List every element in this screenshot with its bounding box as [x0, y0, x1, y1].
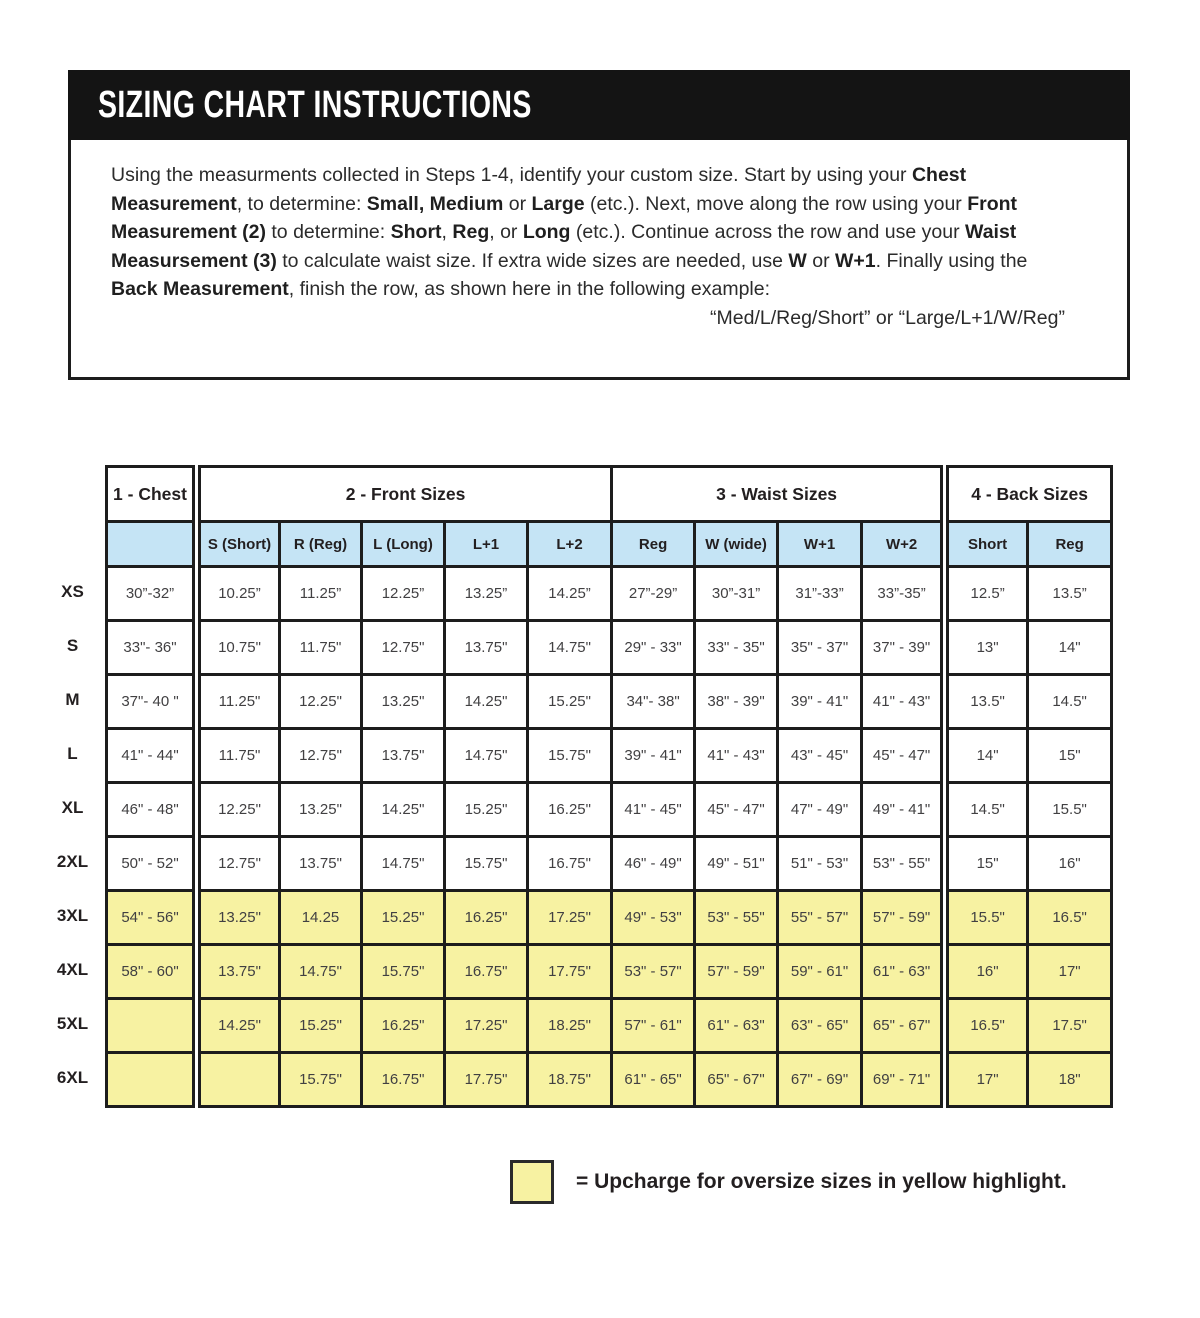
sizing-table — [105, 465, 1113, 1108]
table-cell: 61" - 65" — [612, 1053, 695, 1107]
table-row — [107, 945, 1112, 999]
instruction-bold-segment: Chest Measurement — [111, 164, 967, 215]
column-group-header: 2 - Front Sizes — [197, 467, 612, 522]
table-cell: 14.25" — [362, 783, 445, 837]
table-cell: 12.5” — [945, 567, 1028, 621]
table-cell: 61" - 63" — [695, 999, 778, 1053]
table-cell: 15.75" — [362, 945, 445, 999]
table-cell: 15.5" — [945, 891, 1028, 945]
table-cell: 13.25" — [362, 675, 445, 729]
sizing-table-section — [40, 465, 1200, 1108]
table-row — [107, 729, 1112, 783]
instruction-bold-segment: Short — [390, 221, 442, 243]
instruction-segment: (etc.). Next, move along the row using your — [584, 192, 968, 215]
table-cell: 65" - 67" — [695, 1053, 778, 1107]
table-cell: 51" - 53" — [778, 837, 862, 891]
table-cell: 54" - 56" — [107, 891, 197, 945]
table-cell: 46" - 49" — [612, 837, 695, 891]
table-cell: 14.75" — [280, 945, 362, 999]
instruction-bold-segment: Waist Measursement (3) — [111, 221, 1017, 272]
instruction-bold-segment: Large — [531, 192, 585, 215]
table-cell — [197, 1053, 280, 1107]
instruction-bold-segment: Small, Medium — [366, 192, 504, 215]
table-cell: 10.25” — [197, 567, 280, 621]
table-cell: 14.25" — [445, 675, 528, 729]
table-row — [107, 675, 1112, 729]
table-cell: 57" - 59" — [862, 891, 945, 945]
table-cell: 41" - 44" — [107, 729, 197, 783]
table-cell: 18.25" — [528, 999, 612, 1053]
table-cell: 33" - 35" — [695, 621, 778, 675]
instruction-segment: to determine: — [265, 221, 391, 243]
table-cell: 50" - 52" — [107, 837, 197, 891]
legend — [510, 1160, 1200, 1204]
size-label: S — [66, 636, 79, 655]
table-cell: 13.75" — [445, 621, 528, 675]
table-cell: 15.5" — [1028, 783, 1112, 837]
column-header: W+1 — [778, 522, 862, 567]
column-header: R (Reg) — [280, 522, 362, 567]
table-cell: 39" - 41" — [612, 729, 695, 783]
column-header: Reg — [612, 522, 695, 567]
table-cell: 27”-29” — [612, 567, 695, 621]
table-cell: 47" - 49" — [778, 783, 862, 837]
instruction-bold-segment: Back Measurement — [111, 278, 289, 300]
table-cell: 53" - 55" — [695, 891, 778, 945]
table-cell: 31”-33” — [778, 567, 862, 621]
instruction-segment: or — [503, 192, 532, 215]
table-cell: 61" - 63" — [862, 945, 945, 999]
size-labels-column — [40, 465, 105, 1108]
table-cell: 45" - 47" — [695, 783, 778, 837]
table-cell: 15.25" — [445, 783, 528, 837]
table-cell: 63" - 65" — [778, 999, 862, 1053]
table-cell: 16.25" — [362, 999, 445, 1053]
instruction-segment: to calculate waist size. If extra wide sizes are needed, use — [276, 249, 789, 272]
table-cell: 59" - 61" — [778, 945, 862, 999]
table-cell: 17.75" — [528, 945, 612, 999]
table-cell: 69" - 71" — [862, 1053, 945, 1107]
table-cell: 37"- 40 " — [107, 675, 197, 729]
instruction-segment: , to determine: — [236, 192, 367, 215]
table-cell: 11.25" — [197, 675, 280, 729]
table-row — [107, 999, 1112, 1053]
table-cell: 17" — [945, 1053, 1028, 1107]
table-cell: 53" - 55" — [862, 837, 945, 891]
legend-text: = Upcharge for oversize sizes in yellow highlight. — [576, 1170, 1067, 1193]
column-header: L+1 — [445, 522, 528, 567]
table-cell: 18.75" — [528, 1053, 612, 1107]
table-row — [107, 1053, 1112, 1107]
table-cell: 13.75" — [362, 729, 445, 783]
table-cell: 13.75" — [280, 837, 362, 891]
table-cell: 10.75" — [197, 621, 280, 675]
table-cell: 12.25” — [362, 567, 445, 621]
table-cell: 12.25" — [280, 675, 362, 729]
table-cell: 14.25” — [528, 567, 612, 621]
table-cell: 15.25" — [528, 675, 612, 729]
size-label: L — [67, 744, 78, 763]
column-header — [107, 522, 197, 567]
instructions-text — [111, 161, 1077, 304]
table-cell: 41" - 43" — [695, 729, 778, 783]
column-group-header: 3 - Waist Sizes — [612, 467, 945, 522]
instruction-segment: . Finally using the — [875, 249, 1028, 272]
table-cell: 33”-35” — [862, 567, 945, 621]
table-cell: 12.75" — [280, 729, 362, 783]
size-label: 5XL — [56, 1014, 89, 1033]
column-header: S (Short) — [197, 522, 280, 567]
size-label: XL — [61, 798, 84, 817]
table-cell: 13.25” — [445, 567, 528, 621]
table-cell: 14.75" — [528, 621, 612, 675]
table-cell: 14" — [945, 729, 1028, 783]
table-cell: 11.75" — [280, 621, 362, 675]
table-group-header-row — [107, 467, 1112, 522]
size-label: 4XL — [56, 960, 89, 979]
table-cell: 46" - 48" — [107, 783, 197, 837]
table-cell: 14.75" — [362, 837, 445, 891]
table-cell: 30”-32” — [107, 567, 197, 621]
column-header: L (Long) — [362, 522, 445, 567]
table-cell: 13.25" — [280, 783, 362, 837]
table-cell: 58" - 60" — [107, 945, 197, 999]
instruction-segment: , finish the row, as shown here in the following example: — [288, 278, 771, 300]
table-cell: 15.25" — [362, 891, 445, 945]
table-cell: 49" - 53" — [612, 891, 695, 945]
table-cell: 49" - 41" — [862, 783, 945, 837]
table-cell: 67" - 69" — [778, 1053, 862, 1107]
yellow-highlight-swatch — [510, 1160, 554, 1204]
table-row — [107, 837, 1112, 891]
table-cell: 13.5” — [1028, 567, 1112, 621]
table-cell: 16" — [1028, 837, 1112, 891]
table-cell: 13.5" — [945, 675, 1028, 729]
table-cell: 55" - 57" — [778, 891, 862, 945]
table-cell: 17.25" — [445, 999, 528, 1053]
instruction-segment: Using the measurments collected in Steps 1-4, identify your custom size. Start by using your — [111, 164, 912, 186]
table-cell: 16.25" — [445, 891, 528, 945]
table-cell: 16.5" — [1028, 891, 1112, 945]
table-cell: 14" — [1028, 621, 1112, 675]
column-header: Reg — [1028, 522, 1112, 567]
title-banner — [68, 70, 1130, 140]
table-cell: 12.75" — [362, 621, 445, 675]
table-cell: 16.5" — [945, 999, 1028, 1053]
instruction-bold-segment: W+1 — [835, 249, 876, 272]
table-cell: 41" - 45" — [612, 783, 695, 837]
example-text: “Med/L/Reg/Short” or “Large/L+1/W/Reg” — [710, 306, 1065, 329]
table-cell: 33"- 36" — [107, 621, 197, 675]
size-label: M — [65, 690, 80, 709]
table-cell: 41" - 43" — [862, 675, 945, 729]
table-cell: 11.75" — [197, 729, 280, 783]
labels-header-spacer — [40, 465, 105, 565]
table-cell: 12.75" — [197, 837, 280, 891]
table-cell: 15.75" — [445, 837, 528, 891]
instruction-bold-segment: Long — [522, 221, 571, 243]
table-cell: 16.75" — [362, 1053, 445, 1107]
table-column-header-row — [107, 522, 1112, 567]
column-group-header: 4 - Back Sizes — [945, 467, 1112, 522]
table-row — [107, 891, 1112, 945]
table-cell: 57" - 59" — [695, 945, 778, 999]
table-cell — [107, 999, 197, 1053]
table-cell: 29" - 33" — [612, 621, 695, 675]
page-title: SIZING CHART INSTRUCTIONS — [98, 83, 532, 126]
instruction-bold-segment: W — [788, 249, 807, 272]
table-cell: 35" - 37" — [778, 621, 862, 675]
table-cell: 13" — [945, 621, 1028, 675]
table-cell: 37" - 39" — [862, 621, 945, 675]
table-row — [107, 621, 1112, 675]
table-cell: 45" - 47" — [862, 729, 945, 783]
table-cell: 13.75" — [197, 945, 280, 999]
table-cell: 14.5" — [1028, 675, 1112, 729]
table-cell: 14.75" — [445, 729, 528, 783]
size-label: XS — [61, 582, 84, 601]
column-group-header: 1 - Chest — [107, 467, 197, 522]
instruction-bold-segment: Reg — [452, 221, 490, 243]
table-cell: 16" — [945, 945, 1028, 999]
table-cell: 12.25" — [197, 783, 280, 837]
table-cell: 57" - 61" — [612, 999, 695, 1053]
column-header: Short — [945, 522, 1028, 567]
table-cell: 17.25" — [528, 891, 612, 945]
table-cell: 43" - 45" — [778, 729, 862, 783]
instruction-bold-segment: Front Measurement (2) — [111, 192, 1018, 243]
table-cell: 30”-31” — [695, 567, 778, 621]
size-label: 3XL — [56, 906, 89, 925]
instruction-segment: , — [441, 221, 453, 243]
table-cell: 11.25” — [280, 567, 362, 621]
instructions-box — [68, 140, 1130, 380]
table-cell: 17.75" — [445, 1053, 528, 1107]
instruction-segment: (etc.). Continue across the row and use your — [570, 221, 966, 243]
instruction-segment: or — [806, 249, 835, 272]
table-cell: 38" - 39" — [695, 675, 778, 729]
table-cell: 15.75" — [528, 729, 612, 783]
table-cell: 65" - 67" — [862, 999, 945, 1053]
table-cell: 17" — [1028, 945, 1112, 999]
table-cell: 16.75" — [528, 837, 612, 891]
size-label: 6XL — [56, 1068, 89, 1087]
table-cell: 16.25" — [528, 783, 612, 837]
table-cell: 15.75" — [280, 1053, 362, 1107]
instruction-segment: , or — [489, 221, 523, 243]
size-label: 2XL — [56, 852, 89, 871]
table-cell: 34"- 38" — [612, 675, 695, 729]
table-cell: 15.25" — [280, 999, 362, 1053]
table-cell: 39" - 41" — [778, 675, 862, 729]
table-cell: 14.25 — [280, 891, 362, 945]
header-block — [68, 70, 1130, 380]
table-cell: 14.5" — [945, 783, 1028, 837]
column-header: W (wide) — [695, 522, 778, 567]
table-cell: 18" — [1028, 1053, 1112, 1107]
table-cell: 13.25" — [197, 891, 280, 945]
table-cell: 53" - 57" — [612, 945, 695, 999]
table-row — [107, 783, 1112, 837]
table-cell: 16.75" — [445, 945, 528, 999]
table-cell: 15" — [945, 837, 1028, 891]
table-cell: 17.5" — [1028, 999, 1112, 1053]
table-cell: 49" - 51" — [695, 837, 778, 891]
table-row — [107, 567, 1112, 621]
column-header: L+2 — [528, 522, 612, 567]
table-cell: 15" — [1028, 729, 1112, 783]
table-cell: 14.25" — [197, 999, 280, 1053]
table-cell — [107, 1053, 197, 1107]
column-header: W+2 — [862, 522, 945, 567]
